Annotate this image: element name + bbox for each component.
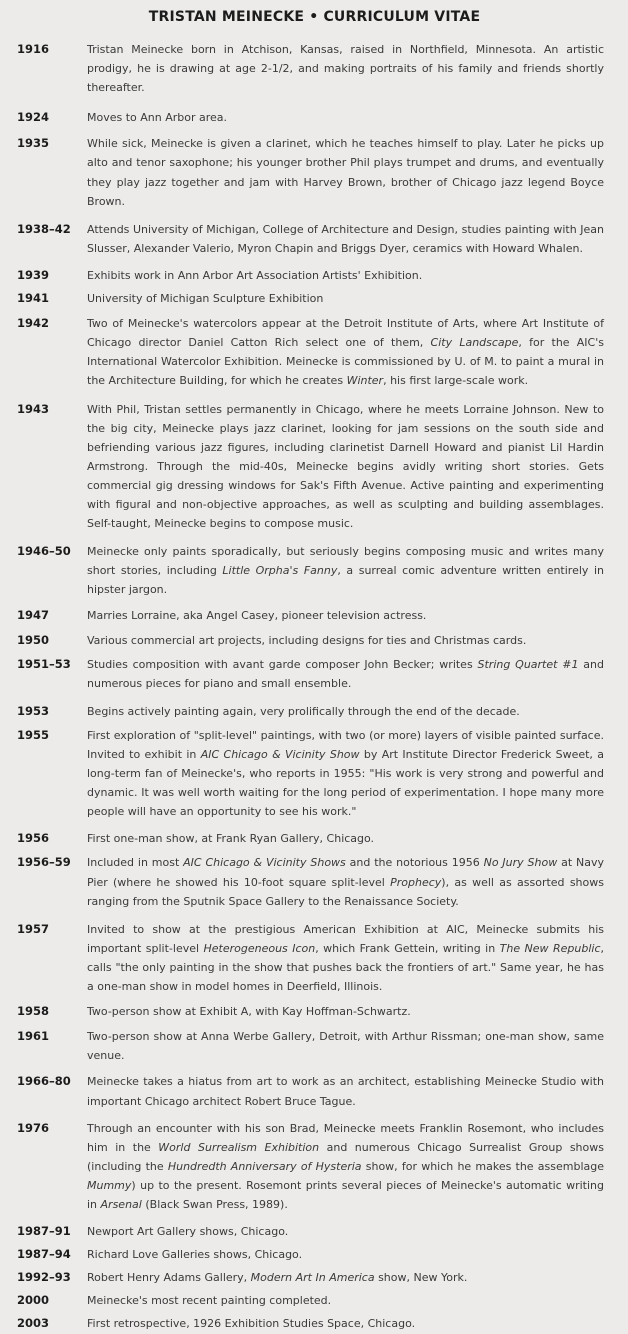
italic-title: No Jury Show <box>483 856 558 870</box>
italic-title: Winter <box>346 374 384 388</box>
italic-title: AIC Chicago & Vicinity Show <box>200 748 360 761</box>
italic-title: World Surrealism Exhibition <box>158 1140 320 1154</box>
cv-entry <box>17 853 604 910</box>
entry-description <box>87 1119 604 1214</box>
entry-year: 1992–93 <box>17 1270 71 1285</box>
cv-entry <box>17 1268 604 1287</box>
cv-entry-list <box>17 40 604 1334</box>
cv-entry <box>17 220 604 258</box>
entry-year: 1951–53 <box>17 656 71 671</box>
cv-entry <box>17 1314 604 1333</box>
text-segment: Marries Lorraine, aka Angel Casey, pioneer television actress. <box>87 609 427 623</box>
page-title: TRISTAN MEINECKE • CURRICULUM VITAE <box>148 9 481 25</box>
entry-year: 1953 <box>17 703 50 718</box>
text-segment: and the notorious 1956 <box>345 856 484 870</box>
entry-year: 1987–94 <box>17 1247 71 1262</box>
text-segment: and numerous Chicago Surrealist Group shows (including the <box>87 1140 604 1173</box>
entry-year: 1947 <box>17 608 50 623</box>
entry-year: 1950 <box>17 632 50 647</box>
text-segment: With Phil, Tristan settles permanently in Chicago, where he meets Lorraine Johnson. New to the big city, Meinecke plays jazz clarinet, looking for jam sessions on the south side and befriending various jazz figures, including clarinetist Darnell Howard and pianist Lil Hardin Armstrong. Through the mid-40s, Meinecke begins avidly writing short stories. Gets commercial gig dressing windows for Sak's Fifth Avenue. Active painting and experimenting with figural and non-objective approaches, as well as sculpting and building assemblages. Self-taught, Meinecke begins to compose music. <box>87 402 604 531</box>
cv-entry <box>17 1002 604 1021</box>
text-segment: Newport Art Gallery shows, Chicago. <box>87 1225 289 1239</box>
text-segment: University of Michigan Sculpture Exhibition <box>87 292 324 306</box>
cv-entry <box>17 655 604 693</box>
text-segment: Moves to Ann Arbor area. <box>87 111 228 125</box>
text-segment: show, New York. <box>374 1271 468 1285</box>
entry-description <box>87 314 604 390</box>
entry-year: 1956–59 <box>17 855 71 870</box>
text-segment: Richard Love Galleries shows, Chicago. <box>87 1248 303 1262</box>
text-segment: Two of Meinecke's watercolors appear at the Detroit Institute of Arts, where Art Institute of Chicago director Daniel Catton Rich select one of them, <box>87 317 604 350</box>
italic-title: Hundredth Anniversary of Hysteria <box>167 1159 362 1173</box>
entry-description <box>87 631 604 650</box>
text-segment: Robert Henry Adams Gallery, <box>87 1271 251 1285</box>
text-segment: Attends University of Michigan, College of Architecture and Design, studies painting with Jean Slusser, Alexander Valerio, Myron Chapin and Briggs Dyer, ceramics with Howard Whalen. <box>87 222 604 255</box>
cv-entry <box>17 1222 604 1241</box>
entry-description <box>87 40 604 97</box>
entry-year: 1946–50 <box>17 544 71 559</box>
entry-description <box>87 1027 604 1065</box>
text-segment: Through an encounter with his son Brad, Meinecke meets Franklin Rosemont, who includes him in the <box>87 1121 604 1154</box>
entry-description <box>87 853 604 910</box>
cv-entry <box>17 631 604 650</box>
entry-year: 1955 <box>17 727 50 742</box>
text-segment: First exploration of "split-level" paintings, with two (or more) layers of visible painted surface. Invited to exhibit in <box>87 728 604 761</box>
cv-entry <box>17 1027 604 1065</box>
entry-description <box>87 829 604 848</box>
text-segment: , for the AIC's International Watercolor Exhibition. Meinecke is commissioned by U. of M. to paint a mural in the Architecture Building, for which he creates <box>87 336 604 388</box>
entry-description <box>87 702 604 721</box>
italic-title: String Quartet #1 <box>477 657 579 671</box>
entry-description <box>87 655 604 693</box>
text-segment: ) up to the present. Rosemont prints several pieces of Meinecke's automatic writing in <box>87 1178 604 1211</box>
entry-description <box>87 108 604 127</box>
text-segment: Included in most <box>87 856 184 870</box>
entry-description <box>87 134 604 210</box>
entry-description <box>87 266 604 285</box>
cv-entry <box>17 829 604 848</box>
text-segment: First one-man show, at Frank Ryan Gallery, Chicago. <box>87 832 375 846</box>
italic-title: AIC Chicago & Vicinity Shows <box>183 856 346 870</box>
cv-entry <box>17 314 604 390</box>
text-segment: and numerous pieces for piano and small ensemble. <box>87 657 604 690</box>
entry-description <box>87 1291 604 1310</box>
entry-year: 1976 <box>17 1120 50 1135</box>
entry-description <box>87 1222 604 1241</box>
text-segment: First retrospective, 1926 Exhibition Studies Space, Chicago. <box>87 1317 416 1331</box>
text-segment: Begins actively painting again, very prolifically through the end of the decade. <box>87 704 520 718</box>
cv-entry <box>17 702 604 721</box>
text-segment: , calls "the only painting in the show that pushes back the frontiers of art." Same year, he has a one-man show in model homes in Deerfield, Illinois. <box>87 941 604 994</box>
text-segment: , his first large-scale work. <box>383 374 529 388</box>
entry-description <box>87 289 604 308</box>
cv-entry <box>17 606 604 625</box>
entry-year: 2003 <box>17 1316 50 1331</box>
text-segment: at Navy Pier (where he showed his 10-foot square split-level <box>87 856 605 889</box>
italic-title: Prophecy <box>390 875 442 889</box>
entry-year: 1987–91 <box>17 1224 71 1239</box>
entry-description <box>87 400 604 534</box>
entry-year: 2000 <box>17 1293 50 1308</box>
cv-entry <box>17 1245 604 1264</box>
cv-entry <box>17 726 604 821</box>
entry-year: 1916 <box>17 42 50 56</box>
entry-description <box>87 1072 604 1110</box>
cv-entry <box>17 542 604 599</box>
cv-entry <box>17 1072 604 1110</box>
text-segment: Meinecke takes a hiatus from art to work as an architect, establishing Meinecke Studio with important Chicago architect Robert Bruce Tague. <box>87 1075 604 1108</box>
text-segment: Tristan Meinecke born in Atchison, Kansas, raised in Northfield, Minnesota. An artistic prodigy, he is drawing at age 2-1/2, and making portraits of his family and friends shortly thereafter. <box>87 43 604 95</box>
entry-year: 1943 <box>17 401 50 416</box>
text-segment: Meinecke's most recent painting completed. <box>87 1294 332 1308</box>
entry-year: 1941 <box>17 291 50 306</box>
italic-title: The New Republic <box>499 941 601 955</box>
text-segment: , which Frank Gettein, writing in <box>315 941 500 955</box>
entry-year: 1956 <box>17 831 50 846</box>
text-segment: Exhibits work in Ann Arbor Art Association Artists' Exhibition. <box>87 268 423 282</box>
entry-description <box>87 220 604 258</box>
entry-description <box>87 542 604 599</box>
entry-year: 1966–80 <box>17 1074 71 1089</box>
cv-entry <box>17 266 604 285</box>
text-segment: Two-person show at Exhibit A, with Kay Hoffman-Schwartz. <box>87 1005 411 1019</box>
text-segment: Studies composition with avant garde composer John Becker; writes <box>87 657 478 671</box>
italic-title: Mummy <box>87 1178 132 1192</box>
entry-year: 1939 <box>17 267 50 282</box>
text-segment: While sick, Meinecke is given a clarinet, which he teaches himself to play. Later he picks up alto and tenor saxophone; his younger brother Phil plays trumpet and drums, and eventually they play jazz together and jam with Harvey Brown, brother of Chicago jazz legend Boyce Brown. <box>87 137 604 208</box>
text-segment: Various commercial art projects, including designs for ties and Christmas cards. <box>87 633 527 647</box>
entry-year: 1924 <box>17 110 50 125</box>
entry-year: 1938–42 <box>17 221 71 236</box>
text-segment: by Art Institute Director Frederick Sweet, a long-term fan of Meinecke's, who reports in 1955: "His work is very strong and powerful and dynamic. It was well worth waiting for the long period of experimentation. I hope many more people will have an opportunity to see his work." <box>87 748 604 819</box>
text-segment: show, for which he makes the assemblage <box>361 1159 604 1173</box>
italic-title: Little Orpha's Fanny <box>222 564 338 578</box>
entry-description <box>87 606 604 625</box>
text-segment: ), as well as assorted shows ranging from the Sputnik Space Gallery to the Renaissance Society. <box>87 875 604 908</box>
entry-year: 1957 <box>17 921 50 936</box>
italic-title: Heterogeneous Icon <box>203 941 316 955</box>
entry-year: 1958 <box>17 1004 50 1019</box>
text-segment: , a surreal comic adventure written entirely in hipster jargon. <box>87 564 605 597</box>
cv-entry <box>17 1119 604 1214</box>
entry-year: 1935 <box>17 136 50 151</box>
cv-entry <box>17 289 604 308</box>
text-segment: Two-person show at Anna Werbe Gallery, Detroit, with Arthur Rissman; one-man show, same venue. <box>87 1030 604 1063</box>
text-segment: (Black Swan Press, 1989). <box>141 1197 288 1211</box>
italic-title: Modern Art In America <box>250 1271 375 1285</box>
entry-description <box>87 1314 604 1333</box>
cv-entry <box>17 134 604 210</box>
entry-description <box>87 920 604 996</box>
text-segment: Invited to show at the prestigious American Exhibition at AIC, Meinecke submits his important split-level <box>87 922 604 955</box>
entry-description <box>87 1268 604 1287</box>
entry-year: 1942 <box>17 316 50 331</box>
italic-title: City Landscape <box>430 336 519 350</box>
entry-description <box>87 726 604 821</box>
cv-entry <box>17 108 604 127</box>
cv-entry <box>17 1291 604 1310</box>
cv-entry <box>17 920 604 996</box>
entry-year: 1961 <box>17 1029 50 1044</box>
entry-description <box>87 1002 604 1021</box>
entry-description <box>87 1245 604 1264</box>
italic-title: Arsenal <box>100 1197 142 1211</box>
cv-entry <box>17 400 604 534</box>
text-segment: Meinecke only paints sporadically, but seriously begins composing music and writes many short stories, including <box>87 545 604 578</box>
cv-entry <box>17 40 604 97</box>
